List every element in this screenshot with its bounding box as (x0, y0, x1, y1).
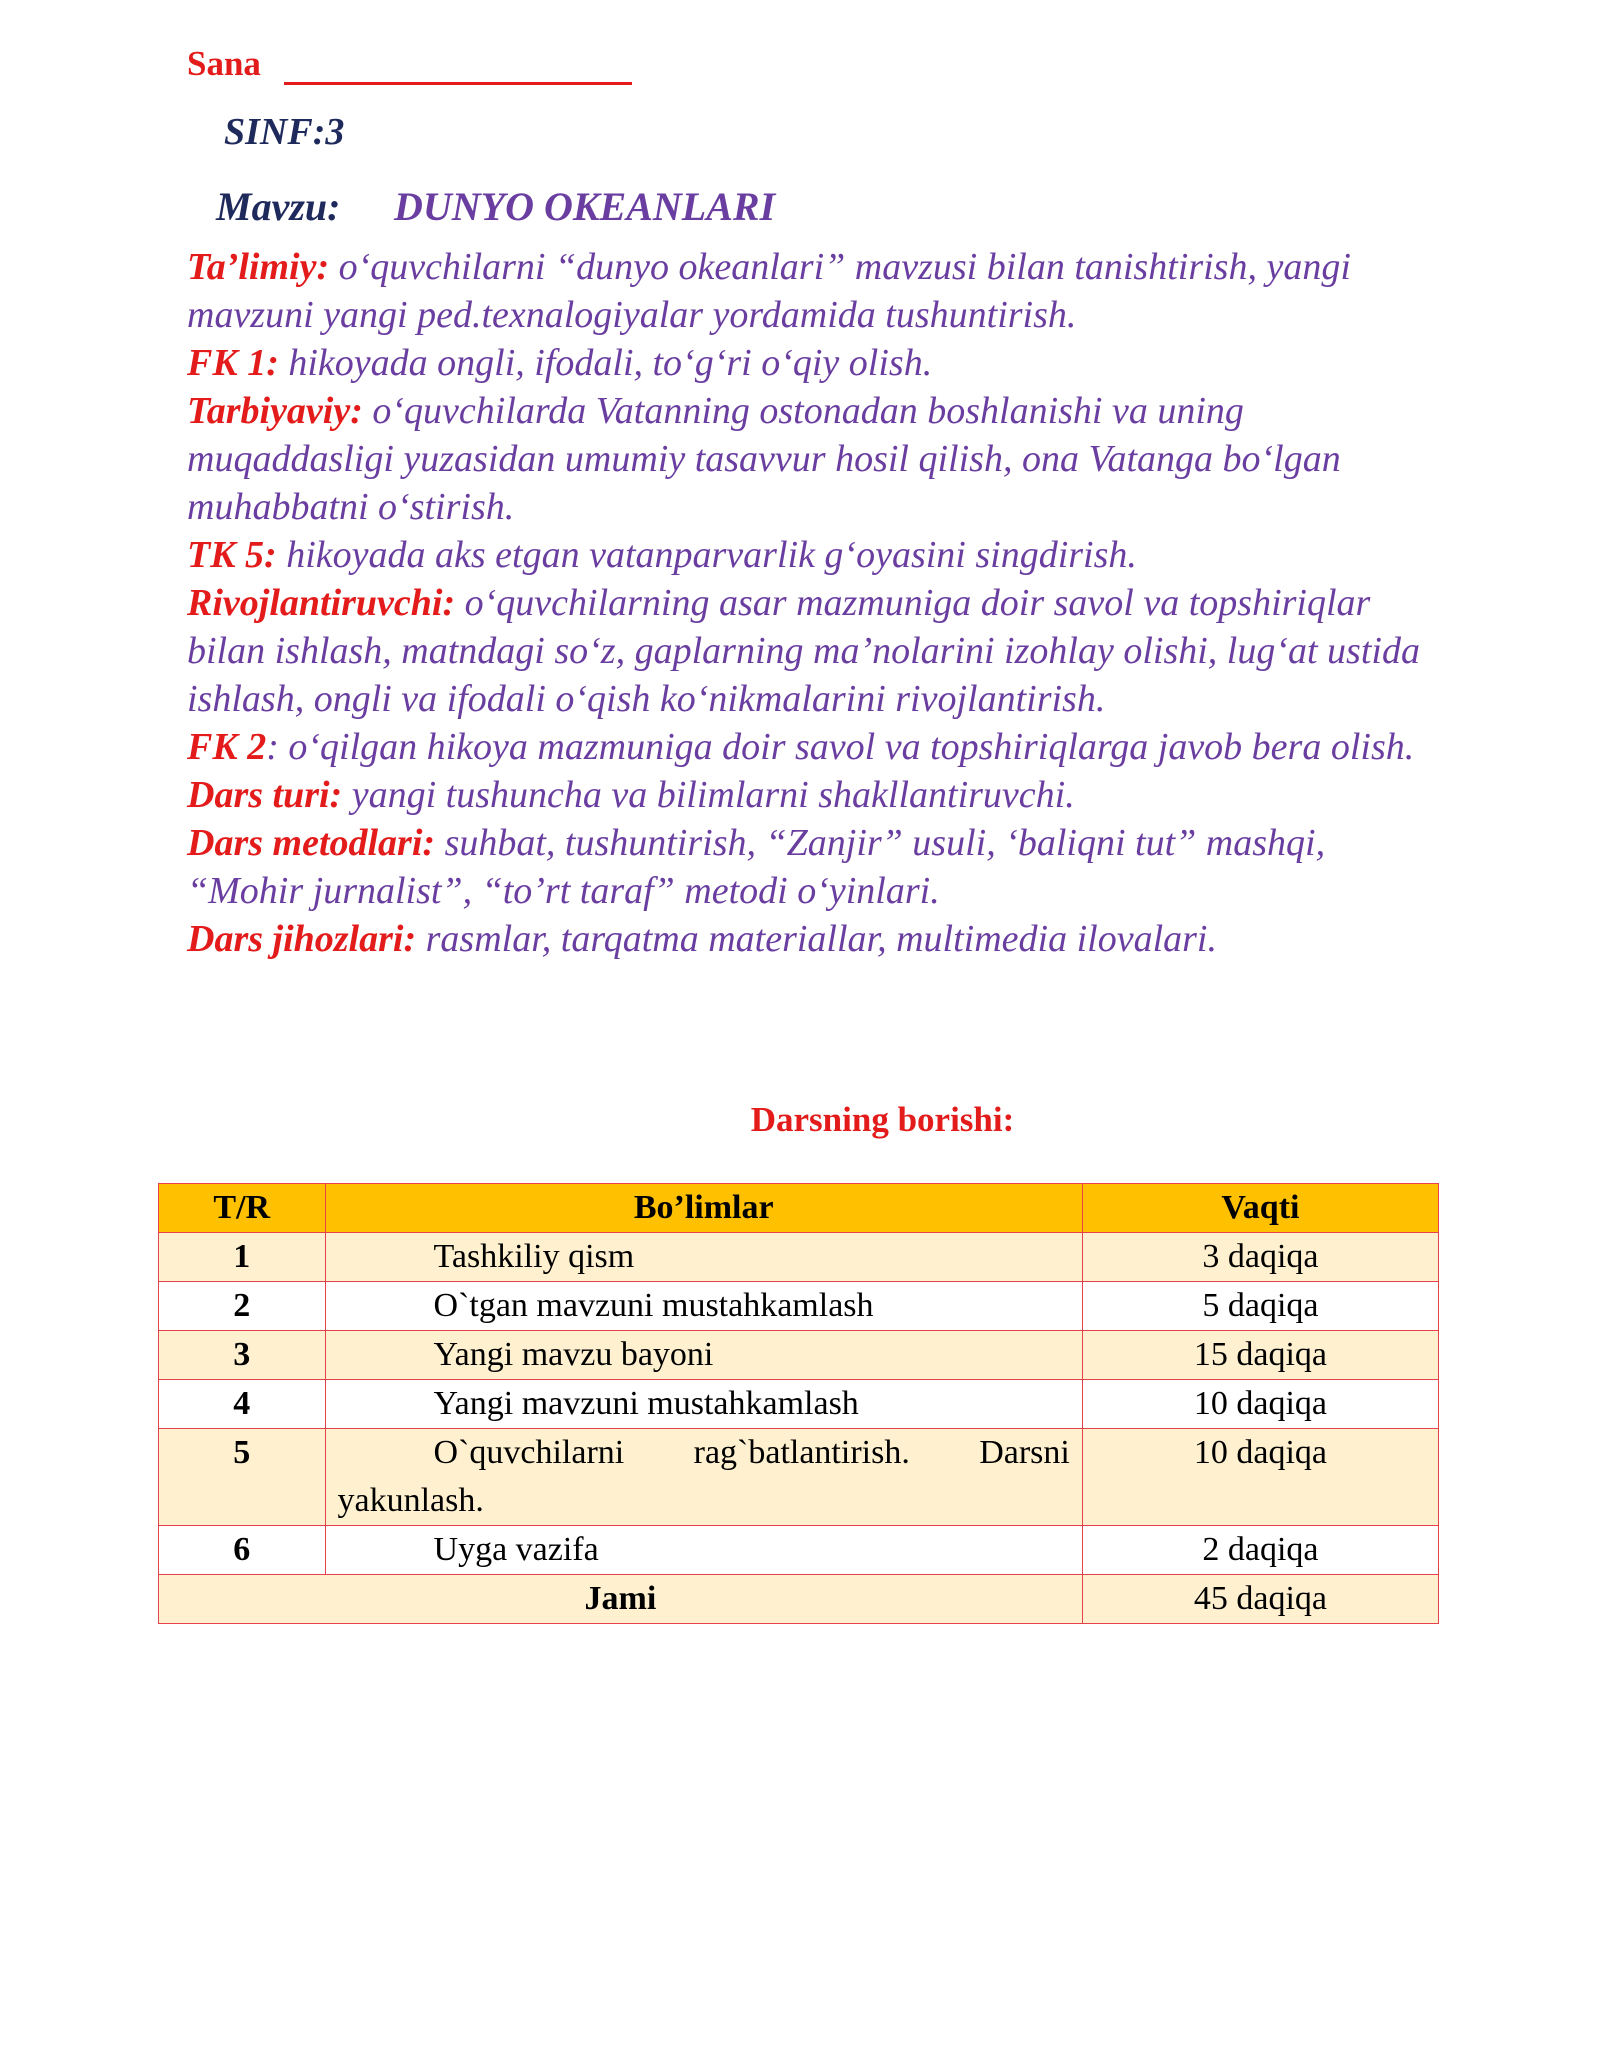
table-row (159, 1233, 1439, 1282)
lesson-equipment (187, 915, 1427, 963)
objective-text: hikoyada aks etgan vatanparvarlik g‘oyasini singdirish. (276, 534, 1137, 576)
objective-developmental (187, 579, 1427, 723)
objective-text: : o‘qilgan hikoya mazmuniga doir savol va topshiriqlarga javob bera olish. (266, 726, 1415, 768)
objective-text: hikoyada ongli, ifodali, to‘g‘ri o‘qiy olish. (278, 342, 933, 384)
objective-label: Dars metodlari: (187, 822, 436, 864)
lesson-type (187, 771, 1427, 819)
row-number: 4 (159, 1380, 326, 1429)
objective-label: Dars turi: (187, 774, 343, 816)
class-label: SINF:3 (224, 111, 345, 153)
row-number: 1 (159, 1233, 326, 1282)
objective-text: suhbat, tushuntirish, “Zanjir” usuli, ‘baliqni tut” mashqi, “Mohir jurnalist”, “to’rt taraf” metodi o‘yinlari. (187, 822, 1326, 912)
objective-text: o‘quvchilarni “dunyo okeanlari” mavzusi bilan tanishtirish, yangi mavzuni yangi ped.texnalogiyalar yordamida tushuntirish. (187, 246, 1351, 336)
objective-text: o‘quvchilarning asar mazmuniga doir savol va topshiriqlar bilan ishlash, matndagi so‘z, gaplarning ma’nolarini izohlay olishi, lug‘at ustida ishlash, ongli va ifodali o‘qish ko‘nikmalarini rivojlantirish. (187, 582, 1420, 720)
objective-label: TK 5: (187, 534, 277, 576)
objective-fk1 (187, 339, 1427, 387)
row-section-line-1: O`quvchilarni rag`batlantirish. Darsni (433, 1434, 1070, 1471)
row-time: 2 daqiqa (1082, 1526, 1438, 1575)
lesson-plan-heading: Darsning borishi: (750, 1100, 1015, 1139)
date-label: Sana (187, 44, 261, 83)
objective-text: rasmlar, tarqatma materiallar, multimedia ilovalari. (416, 918, 1217, 960)
column-header-sections: Bo’limlar (325, 1184, 1082, 1233)
table-row (159, 1526, 1439, 1575)
row-time: 3 daqiqa (1082, 1233, 1438, 1282)
objective-fk2 (187, 723, 1427, 771)
table-row (159, 1331, 1439, 1380)
row-section-line-2: yakunlash. (337, 1482, 484, 1519)
objective-label: Rivojlantiruvchi: (187, 582, 456, 624)
row-time: 5 daqiqa (1082, 1282, 1438, 1331)
objective-educational (187, 243, 1427, 339)
date-blank-line (284, 82, 632, 85)
row-section: Yangi mavzuni mustahkamlash (433, 1385, 859, 1422)
topic-title: DUNYO OKEANLARI (394, 184, 776, 229)
table-total-row (159, 1575, 1439, 1624)
row-section: Yangi mavzu bayoni (433, 1336, 714, 1373)
objective-text: yangi tushuncha va bilimlarni shakllantiruvchi. (342, 774, 1075, 816)
objective-text: o‘quvchilarda Vatanning ostonadan boshlanishi va uning muqaddasligi yuzasidan umumiy tasavvur hosil qilish, ona Vatanga bo‘lgan muhabbatni o‘stirish. (187, 390, 1341, 528)
row-section: Uyga vazifa (433, 1531, 599, 1568)
lesson-plan-table (158, 1183, 1439, 1624)
row-number: 3 (159, 1331, 326, 1380)
total-label: Jami (159, 1575, 1083, 1624)
row-section: O`tgan mavzuni mustahkamlash (433, 1287, 874, 1324)
lesson-objectives (187, 243, 1427, 963)
objective-label: Ta’limiy: (187, 246, 330, 288)
objective-label: Dars jihozlari: (187, 918, 417, 960)
table-header-row (159, 1184, 1439, 1233)
objective-upbringing (187, 387, 1427, 531)
topic-label: Mavzu: (216, 184, 341, 229)
column-header-number: T/R (159, 1184, 326, 1233)
objective-label: FK 1: (187, 342, 279, 384)
row-time: 10 daqiqa (1082, 1429, 1438, 1526)
row-section: Tashkiliy qism (433, 1238, 635, 1275)
row-number: 5 (159, 1429, 326, 1526)
objective-label: FK 2 (187, 726, 267, 768)
column-header-time: Vaqti (1082, 1184, 1438, 1233)
lesson-methods (187, 819, 1427, 915)
objective-tk5 (187, 531, 1427, 579)
row-number: 6 (159, 1526, 326, 1575)
table-row (159, 1380, 1439, 1429)
row-time: 15 daqiqa (1082, 1331, 1438, 1380)
row-number: 2 (159, 1282, 326, 1331)
row-time: 10 daqiqa (1082, 1380, 1438, 1429)
table-row (159, 1282, 1439, 1331)
objective-label: Tarbiyaviy: (187, 390, 363, 432)
total-time: 45 daqiqa (1082, 1575, 1438, 1624)
table-row (159, 1429, 1439, 1526)
